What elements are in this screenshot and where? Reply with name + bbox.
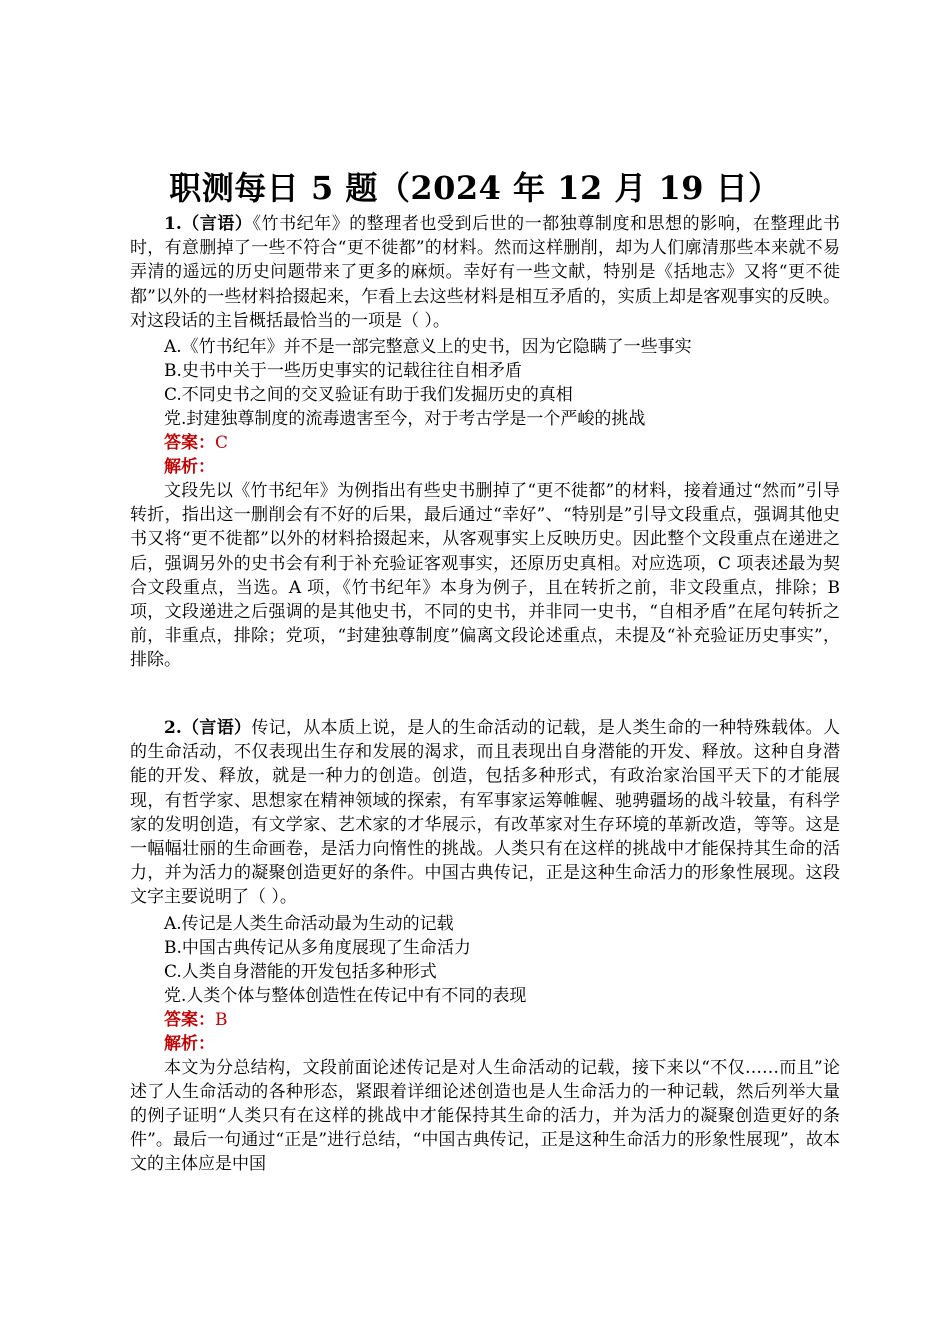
answer-line <box>130 431 840 455</box>
answer-line <box>130 1008 840 1032</box>
question-stem <box>130 716 840 910</box>
option-d: 党.封建独尊制度的流毒遗害至今，对于考古学是一个严峻的挑战 <box>164 409 646 430</box>
question-text: 《竹书纪年》的整理者也受到后世的一都独尊制度和思想的影响，在整理此书时，有意删掉了一些不符合“更不徙都”的材料。然而这样删削，却为人们廓清那些本来就不易弄清的遥远的历史问题带来了更多的麻烦。幸好有一些文献，特别是《括地志》又将“更不徙都”以外的一些材料拾掇起来，乍看上去这些材料是相互矛盾的，实质上却是客观事实的反映。对这段话的主旨概括最恰当的一项是（ ）。 <box>130 214 841 331</box>
question-1 <box>130 212 840 673</box>
option-b: B.史书中关于一些历史事实的记载往往自相矛盾 <box>164 361 522 382</box>
question-2 <box>130 716 840 1177</box>
option-c: C.人类自身潜能的开发包括多种形式 <box>164 961 437 982</box>
answer-value: C <box>215 433 229 454</box>
analysis-text: 本文为分总结构，文段前面论述传记是对人生命活动的记载，接下来以“不仅……而且”论述了人生命活动的各种形态，紧跟着详细论述创造也是人生命活力的一种记载，然后列举大量的例子证明“人类只有在这样的挑战中才能保持其生命的活力，并为活力的凝聚创造更好的条件”。最后一句通过“正是”进行总结，“中国古典传记，正是这种生命活力的形象性展现”，故本文的主体应是中国 <box>130 1057 840 1175</box>
option-a: A.《竹书纪年》并不是一部完整意义上的史书，因为它隐瞒了一些事实 <box>164 337 692 358</box>
question-number: 2.（言语） <box>164 718 252 738</box>
answer-label: 答案： <box>164 1009 215 1030</box>
answer-value: B <box>215 1009 228 1030</box>
analysis-label: 解析： <box>164 1033 215 1054</box>
analysis-label: 解析： <box>164 457 215 478</box>
options-list <box>130 912 840 1008</box>
question-text: 传记，从本质上说，是人的生命活动的记载，是人类生命的一种特殊载体。人的生命活动，不仅表现出生存和发展的渴求，而且表现出自身潜能的开发、释放。这种自身潜能的开发、释放，就是一种力的创造。创造，包括多种形式，有政治家治国平天下的才能展现，有哲学家、思想家在精神领域的探索，有军事家运筹帷幄、驰骋疆场的战斗较量，有科学家的发明创造，有文学家、艺术家的才华展示，有改革家对生存环境的革新改造，等等。这是一幅幅壮丽的生命画卷，是活力向惰性的挑战。人类只有在这样的挑战中才能保持其生命的活力，并为活力的凝聚创造更好的条件。中国古典传记，正是这种生命活力的形象性展现。这段文字主要说明了（ ）。 <box>130 718 840 908</box>
option-b: B.中国古典传记从多角度展现了生命活力 <box>164 937 471 958</box>
option-d: 党.人类个体与整体创造性在传记中有不同的表现 <box>164 985 527 1006</box>
question-number: 1.（言语） <box>164 214 253 234</box>
options-list <box>130 335 840 431</box>
question-stem <box>130 212 840 333</box>
analysis-text: 文段先以《竹书纪年》为例指出有些史书删掉了“更不徙都”的材料，接着通过“然而”引导转折，指出这一删削会有不好的后果，最后通过“幸好”、“特别是”引导文段重点，强调其他史书又将“更不徙都”以外的材料拾掇起来，从客观事实上反映历史。因此整个文段重点在递进之后，强调另外的史书会有利于补充验证客观事实，还原历史真相。对应选项，C 项表述最为契合文段重点，当选。A 项，《竹书纪年》本身为例子，且在转折之前，非文段重点，排除；B 项，文段递进之后强调的是其他史书，不同的史书，并非同一史书，“自相矛盾”在尾句转折之前，非重点，排除；党项，“封建独尊制度”偏离文段论述重点，未提及“补充验证历史事实”，排除。 <box>130 481 840 671</box>
option-c: C.不同史书之间的交叉验证有助于我们发掘历史的真相 <box>164 385 573 406</box>
answer-label: 答案： <box>164 433 215 454</box>
page-title: 职测每日 5 题（2024 年 12 月 19 日） <box>169 169 781 207</box>
option-a: A.传记是人类生命活动最为生动的记载 <box>164 913 454 934</box>
